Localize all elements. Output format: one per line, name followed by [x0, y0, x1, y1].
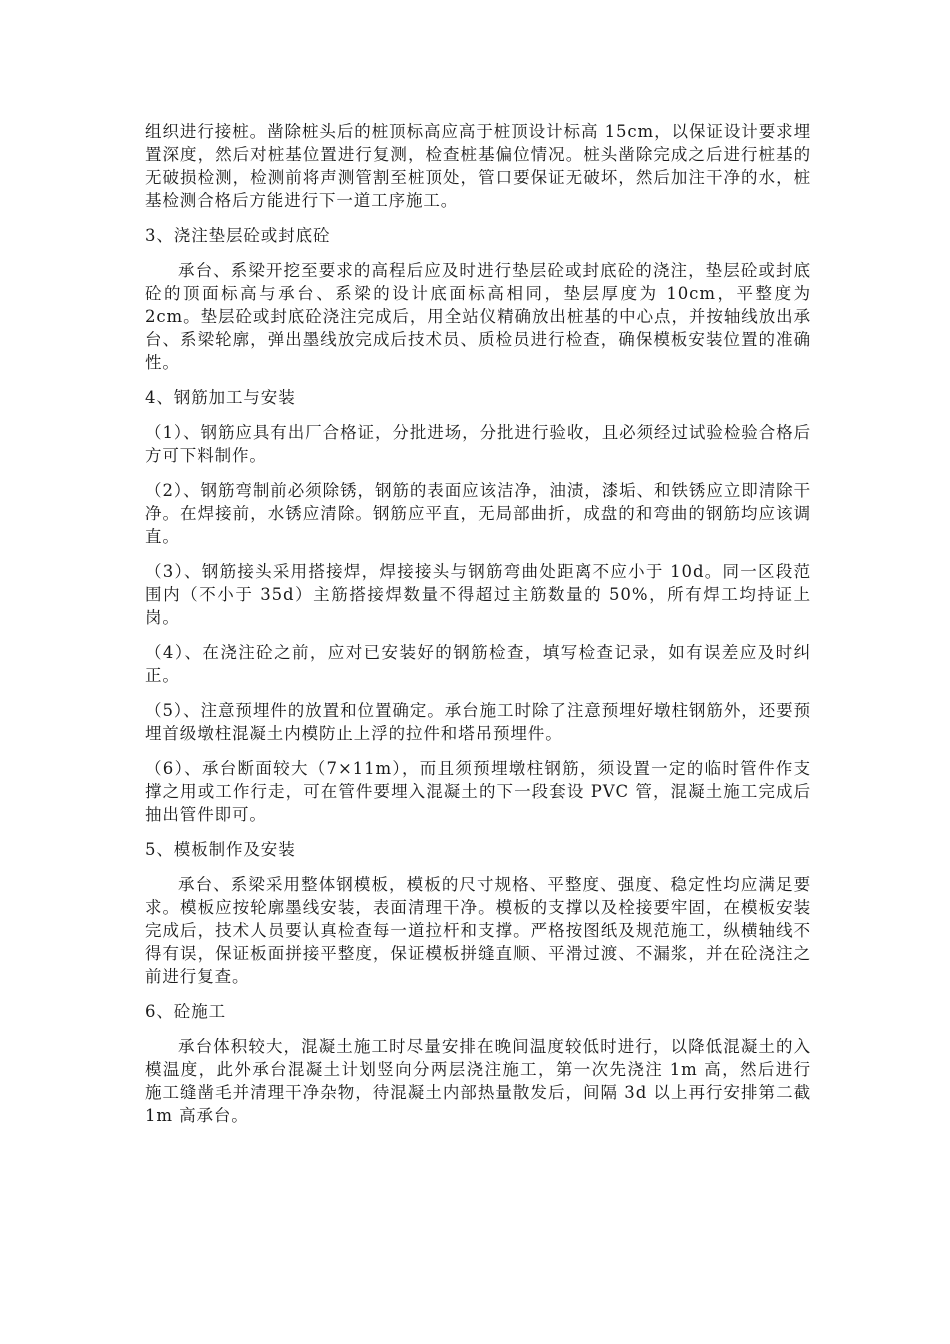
- list-item-rebar-4: （4）、在浇注砼之前，应对已安装好的钢筋检查，填写检查记录，如有误差应及时纠正。: [145, 643, 811, 685]
- heading-formwork: 5、模板制作及安装: [145, 840, 296, 859]
- document-body: [145, 120, 811, 1139]
- list-item-rebar-5: （5）、注意预埋件的放置和位置确定。承台施工时除了注意预埋好墩柱钢筋外，还要预埋首级墩柱混凝土内模防止上浮的拉件和塔吊预埋件。: [145, 701, 811, 743]
- heading-rebar: 4、钢筋加工与安装: [145, 388, 296, 407]
- list-item-rebar-2: （2）、钢筋弯制前必须除锈，钢筋的表面应该洁净，油渍，漆垢、和铁锈应立即清除干净。在焊接前，水锈应清除。钢筋应平直，无局部曲折，成盘的和弯曲的钢筋均应该调直。: [145, 481, 811, 546]
- heading-concrete: 6、砼施工: [145, 1002, 226, 1021]
- heading-cushion-concrete: 3、浇注垫层砼或封底砼: [145, 226, 331, 245]
- list-item-rebar-1: （1）、钢筋应具有出厂合格证，分批进场，分批进行验收，且必须经过试验检验合格后方可下料制作。: [145, 423, 811, 465]
- list-item-rebar-6: （6）、承台断面较大（7×11m），而且须预埋墩柱钢筋，须设置一定的临时管件作支撑之用或工作行走，可在管件要埋入混凝土的下一段套设 PVC 管，混凝土施工完成后抽出管件即可。: [145, 759, 811, 824]
- list-item-rebar-3: （3）、钢筋接头采用搭接焊，焊接接头与钢筋弯曲处距离不应小于 10d。同一区段范围内（不小于 35d）主筋搭接焊数量不得超过主筋数量的 50%，所有焊工均持证上岗。: [145, 562, 811, 627]
- paragraph-formwork: 承台、系梁采用整体钢模板，模板的尺寸规格、平整度、强度、稳定性均应满足要求。模板应按轮廓墨线安装，表面清理干净。模板的支撑以及栓接要牢固，在模板安装完成后，技术人员要认真检查每一道拉杆和支撑。严格按图纸及规范施工，纵横轴线不得有误，保证板面拼接平整度，保证模板拼缝直顺、平滑过渡、不漏浆，并在砼浇注之前进行复查。: [145, 875, 811, 986]
- paragraph-cushion-concrete: 承台、系梁开挖至要求的高程后应及时进行垫层砼或封底砼的浇注，垫层砼或封底砼的顶面标高与承台、系梁的设计底面标高相同，垫层厚度为 10cm，平整度为 2cm。垫层砼或封底砼浇注完成后，用全站仪精确放出桩基的中心点，并按轴线放出承台、系梁轮廓，弹出墨线放完成后技术员、质检员进行检查，确保模板安装位置的准确性。: [145, 261, 811, 372]
- paragraph-concrete: 承台体积较大，混凝土施工时尽量安排在晚间温度较低时进行，以降低混凝土的入模温度，此外承台混凝土计划竖向分两层浇注施工，第一次先浇注 1m 高，然后进行施工缝凿毛并清理干净杂物，待混凝土内部热量散发后，间隔 3d 以上再行安排第二截 1m 高承台。: [145, 1037, 811, 1125]
- paragraph-pile-connection: 组织进行接桩。凿除桩头后的桩顶标高应高于桩顶设计标高 15cm，以保证设计要求埋置深度，然后对桩基位置进行复测，检查桩基偏位情况。桩头凿除完成之后进行桩基的无破损检测，检测前将声测管割至桩顶处，管口要保证无破坏，然后加注干净的水，桩基检测合格后方能进行下一道工序施工。: [145, 122, 811, 210]
